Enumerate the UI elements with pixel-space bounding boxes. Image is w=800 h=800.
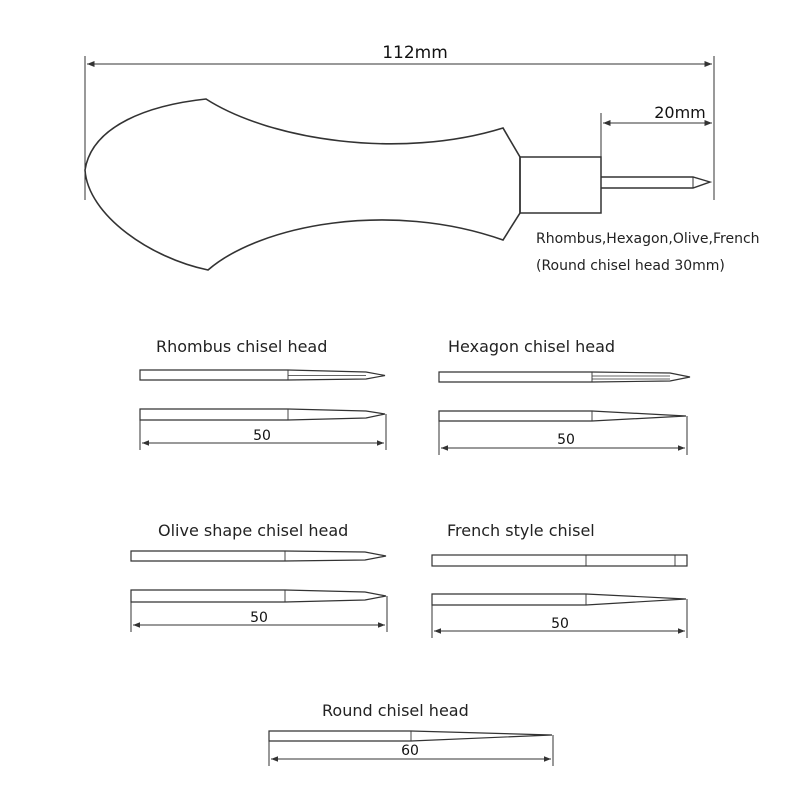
total-length-label: 112mm: [382, 43, 448, 63]
french-side-view: [432, 555, 687, 566]
hexagon-chisel-group: [439, 337, 690, 455]
types-note: Rhombus,Hexagon,Olive,French: [536, 231, 760, 247]
hexagon-side-view: [439, 372, 690, 382]
rhombus-length-label: 50: [253, 428, 271, 444]
hexagon-title: Hexagon chisel head: [448, 337, 616, 356]
french-chisel-group: [432, 521, 687, 638]
rhombus-side-view: [140, 370, 385, 380]
olive-top-view: [131, 590, 386, 602]
round-note: (Round chisel head 30mm): [536, 258, 725, 274]
olive-side-view: [131, 551, 386, 561]
round-chisel-group: [269, 701, 553, 766]
shaft: [601, 177, 710, 188]
handle-outline: [85, 99, 520, 270]
olive-title: Olive shape chisel head: [158, 521, 349, 540]
round-length-label: 60: [401, 743, 419, 759]
french-length-label: 50: [551, 616, 569, 632]
hexagon-length-label: 50: [557, 432, 575, 448]
rhombus-title: Rhombus chisel head: [156, 337, 328, 356]
ferrule: [520, 157, 601, 213]
hexagon-top-view: [439, 411, 686, 421]
olive-length-label: 50: [250, 610, 268, 626]
rhombus-chisel-group: [140, 337, 386, 450]
french-top-view: [432, 594, 686, 605]
rhombus-top-view: [140, 409, 385, 420]
olive-chisel-group: [131, 521, 387, 632]
handle-drawing: [85, 43, 760, 274]
round-side-view: [269, 731, 552, 741]
round-title: Round chisel head: [322, 701, 469, 720]
shaft-length-label: 20mm: [654, 103, 706, 122]
french-title: French style chisel: [447, 521, 595, 540]
